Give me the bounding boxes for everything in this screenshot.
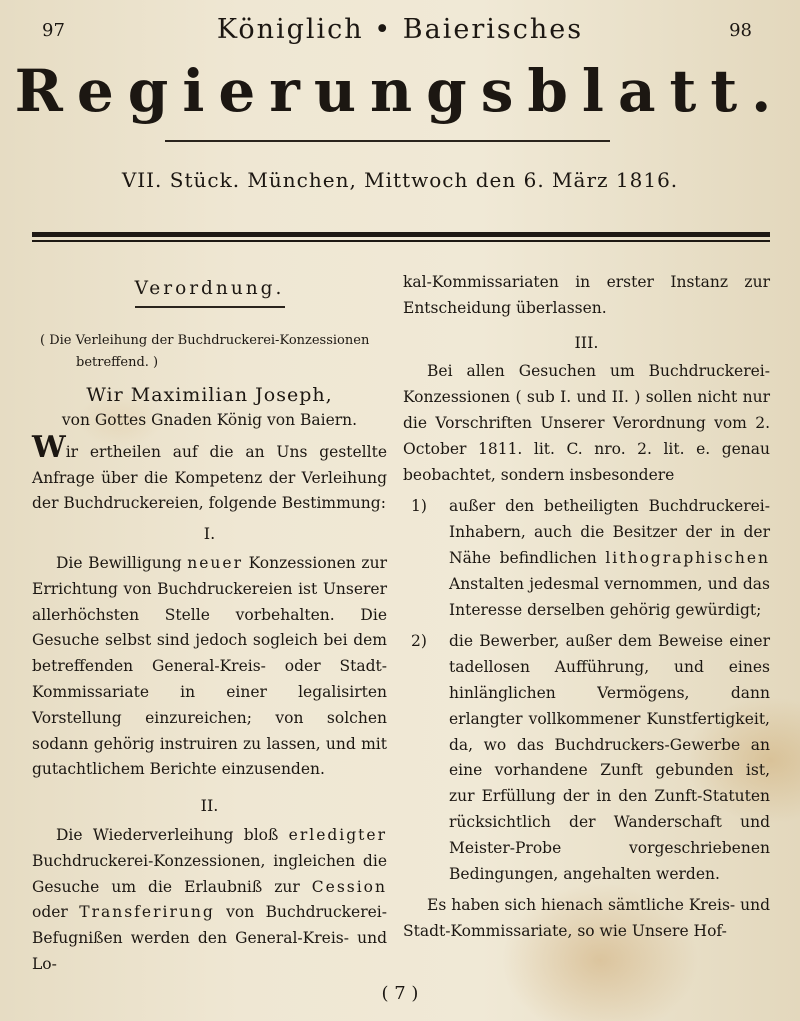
section-1-paragraph: Die Bewilligung neuer Konzessionen zur Errichtung von Buchdruckereien ist Unserer allerhöchsten Stelle vorbehalten. Die Gesuche selbst sind jedoch sogleich bei dem betreffenden General-Kreis- oder Stadt-Kommissariate in einer legalisirten Vorstellung einzureichen; von solchen sodann gehörig instruiren zu lassen, und mit gutachtlichem Berichte einzusenden. xyxy=(32,553,387,779)
list-item-text: die Bewerber, außer dem Beweise einer tadellosen Aufführung, und eines hinlänglichen Vermögens, dann erlangter vollkommener Kunstfertigkeit, da, wo das Buchdruckers-Gewerbe an eine vorhandene Zunft gebunden ist, zur Erfüllung der in den Zunft-Statuten rücksichtlich der Wanderschaft und Meister-Probe vorgeschriebenen Bedingungen, angehalten werden. xyxy=(449,632,770,883)
title-underline xyxy=(135,306,285,308)
section-heading-3: III. xyxy=(574,332,599,352)
right-column xyxy=(403,270,770,945)
header-thick-rule xyxy=(32,232,770,237)
section-heading-2: II. xyxy=(200,796,219,816)
king-title: von Gottes Gnaden König von Baiern. xyxy=(61,410,358,429)
page-number-right: 98 xyxy=(729,20,752,41)
list-item xyxy=(403,629,770,887)
header-divider xyxy=(165,140,610,142)
list-item-number: 2) xyxy=(411,632,427,651)
subject-note-line-1: ( Die Verleihung der Buchdruckerei-Konzessionen xyxy=(40,332,370,348)
list-item-text: außer den betheiligten Buchdruckerei-Inhabern, auch die Besitzer der in der Nähe befindlichen lithographischen Anstalten jedesmal vernommen, und das Interesse derselben gehörig gewürdigt; xyxy=(449,497,770,619)
ordinance-title: Verordnung. xyxy=(134,278,285,299)
header-thin-rule xyxy=(32,240,770,242)
left-column xyxy=(32,270,387,978)
subject-note xyxy=(32,330,387,374)
king-name: Wir Maximilian Joseph, xyxy=(86,383,333,406)
signature-mark: ( 7 ) xyxy=(381,983,419,1004)
list-item-number: 1) xyxy=(411,497,427,516)
intro-paragraph: Wir ertheilen auf die an Uns gestellte Anfrage über die Kompetenz der Verleihung der Buchdruckereien, folgende Bestimmung: xyxy=(32,429,387,513)
section-3-paragraph: Bei allen Gesuchen um Buchdruckerei-Konzessionen ( sub I. und II. ) sollen nicht nur die Vorschriften Unserer Verordnung vom 2. October 1811. lit. C. nro. 2. lit. e. genau beobachtet, sondern insbesondere xyxy=(403,362,770,484)
drop-cap: W xyxy=(32,429,66,465)
closing-paragraph: Es haben sich hienach sämtliche Kreis- und Stadt-Kommissariate, so wie Unsere Hof- xyxy=(403,896,770,941)
section-heading-1: I. xyxy=(203,524,216,544)
page-number-left: 97 xyxy=(42,20,65,41)
list-item xyxy=(403,494,770,623)
continued-paragraph: kal-Kommissariaten in erster Instanz zur Entscheidung überlassen. xyxy=(403,273,770,317)
dateline: VII. Stück. München, Mittwoch den 6. März 1816. xyxy=(121,168,679,192)
section-2-paragraph: Die Wiederverleihung bloß erledigter Buchdruckerei-Konzessionen, ingleichen die Gesuche um die Erlaubniß zur Cession oder Transferirung von Buchdruckerei-Befugnißen werden den General-Kreis- und Lo- xyxy=(32,825,387,973)
header-top-line: Königlich • Baierisches xyxy=(216,14,584,45)
subject-note-line-2: betreffend. ) xyxy=(76,354,159,370)
masthead-title: Regierungsblatt. xyxy=(14,57,786,125)
